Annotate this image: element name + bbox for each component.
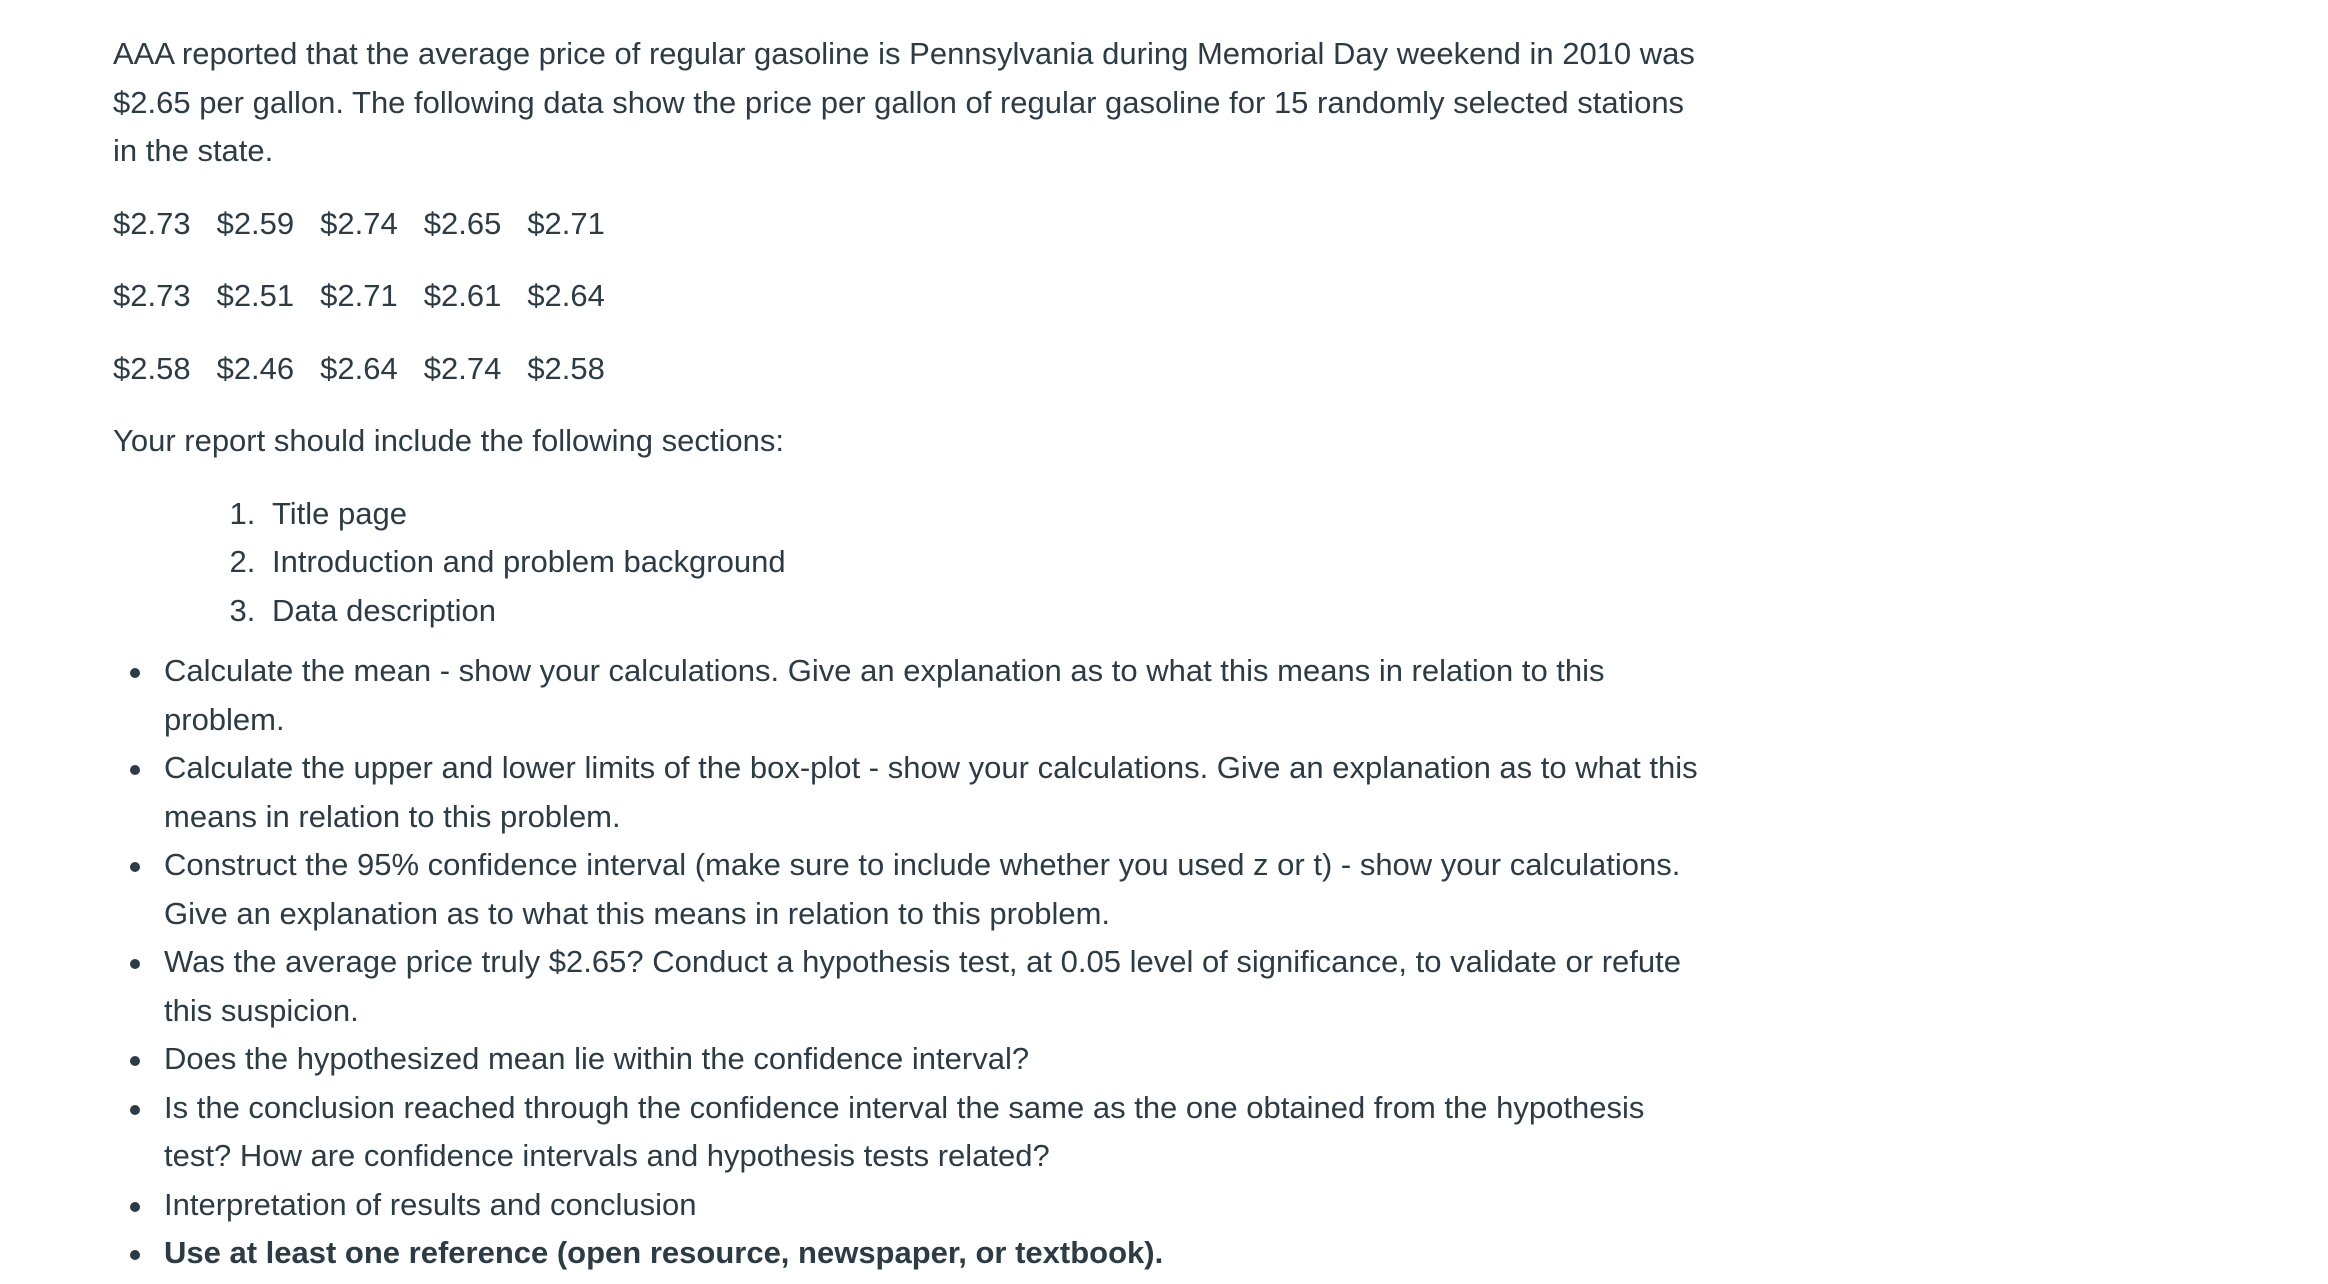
list-item: Calculate the upper and lower limits of the box-plot - show your calculations. Give an explanation as to what this means in relation to this problem. xyxy=(164,744,1713,841)
price-value: $2.61 xyxy=(423,278,502,313)
list-item: Interpretation of results and conclusion xyxy=(164,1181,1713,1230)
list-item: Construct the 95% confidence interval (make sure to include whether you used z or t) - show your calculations. Give an explanation as to what this means in relation to this problem. xyxy=(164,841,1713,938)
price-value: $2.59 xyxy=(216,205,295,241)
price-row-1 xyxy=(113,200,1713,249)
price-value: $2.71 xyxy=(527,205,605,241)
list-item: Is the conclusion reached through the confidence interval the same as the one obtained from the hypothesis test? How are confidence intervals and hypothesis tests related? xyxy=(164,1084,1713,1181)
price-value: $2.58 xyxy=(113,350,191,386)
price-value: $2.74 xyxy=(320,205,398,241)
list-item: Use at least one reference (open resource, newspaper, or textbook). xyxy=(164,1229,1713,1278)
list-item: 1. Title page xyxy=(264,490,1713,539)
sections-lead-text: Your report should include the following sections: xyxy=(113,423,784,458)
list-item: Was the average price truly $2.65? Conduct a hypothesis test, at 0.05 level of significance, to validate or refute this suspicion. xyxy=(164,938,1713,1035)
list-item: Calculate the mean - show your calculations. Give an explanation as to what this means in relation to this problem. xyxy=(164,647,1713,744)
report-tasks-list xyxy=(113,647,1713,1278)
price-value: $2.51 xyxy=(216,278,295,313)
price-row-3 xyxy=(113,345,1713,394)
list-item: 3. Data description xyxy=(264,587,1713,636)
list-item: 2. Introduction and problem background xyxy=(264,538,1713,587)
price-value: $2.73 xyxy=(113,278,191,313)
price-row-2 xyxy=(113,272,1713,321)
report-sections-list xyxy=(113,490,1713,636)
price-value: $2.65 xyxy=(423,205,502,241)
price-value: $2.74 xyxy=(423,350,502,386)
price-value: $2.71 xyxy=(320,278,398,313)
intro-paragraph: AAA reported that the average price of regular gasoline is Pennsylvania during Memorial Day weekend in 2010 was $2.65 per gallon. The following data show the price per gallon of regular gasoline for 15 randomly selected stations in the state. xyxy=(113,36,1695,168)
list-item: Does the hypothesized mean lie within the confidence interval? xyxy=(164,1035,1713,1084)
price-value: $2.64 xyxy=(320,350,398,386)
assignment-content xyxy=(113,30,1713,1278)
price-value: $2.73 xyxy=(113,205,191,241)
price-value: $2.46 xyxy=(216,350,295,386)
price-value: $2.58 xyxy=(527,350,605,386)
price-value: $2.64 xyxy=(527,278,605,313)
